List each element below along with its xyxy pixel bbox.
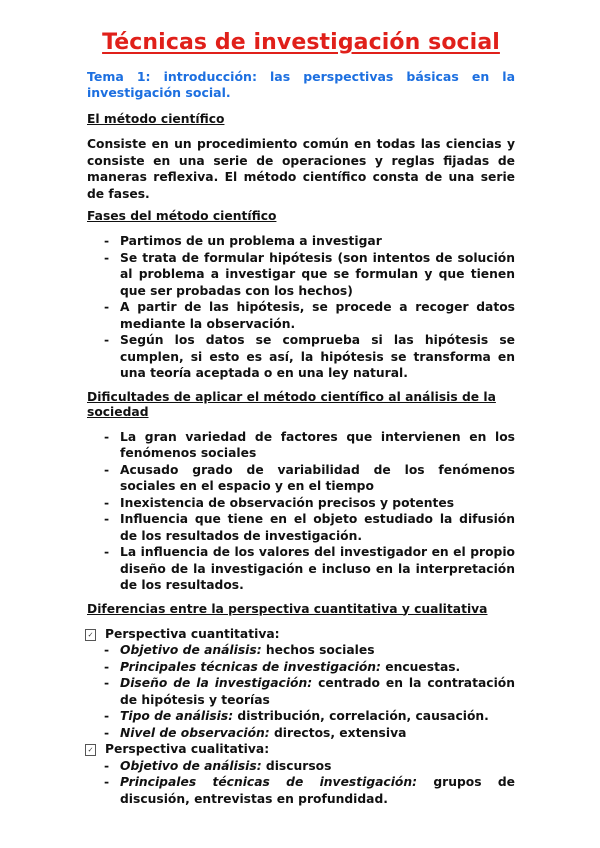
section-heading-differences: Diferencias entre la perspectiva cuantitativa y cualitativa [87,601,488,616]
checkbox-bullet-icon: ✓ [85,629,96,641]
perspective-qualitative: ✓ Perspectiva cualitativa: [87,741,515,758]
list-item: - Se trata de formular hipótesis (son intentos de solución al problema a investigar que se formulan y que tienen que ser probadas con los hechos) [104,250,515,298]
list-item: - Objetivo de análisis: hechos sociales [104,643,375,657]
list-item: - Inexistencia de observación precisos y potentes [104,495,455,510]
quantitative-list [87,642,515,741]
document-title: Técnicas de investigación social [102,30,500,55]
list-item: - Tipo de análisis: distribución, correlación, causación. [104,709,489,723]
list-item: - Partimos de un problema a investigar [104,234,382,248]
perspective-quantitative: ✓ Perspectiva cuantitativa: [87,626,515,643]
section-heading-difficulties: Dificultades de aplicar el método científico al análisis de la sociedad [87,389,496,419]
list-item: - La influencia de los valores del investigador en el propio diseño de la investigación e incluso en la interpretación de los resultados. [104,545,515,592]
list-item: - Influencia que tiene en el objeto estudiado la difusión de los resultados de investigación. [104,512,515,543]
section-text-method: Consiste en un procedimiento común en todas las ciencias y consiste en una serie de operaciones y reglas fijadas de maneras reflexiva. El método científico consta de una serie de fases. [87,137,515,201]
list-item: - Según los datos se comprueba si las hipótesis se cumplen, si esto es así, la hipótesis se transforma en una teoría aceptada o en una ley natural. [104,333,515,380]
list-item: - Principales técnicas de investigación: grupos de discusión, entrevistas en profundidad. [104,775,515,806]
list-item: - La gran variedad de factores que intervienen en los fenómenos sociales [104,429,515,460]
phases-list [87,233,515,382]
topic-heading: Tema 1: introducción: las perspectivas básicas en la investigación social. [87,69,515,100]
section-heading-phases: Fases del método científico [87,209,277,223]
list-item: - Principales técnicas de investigación: encuestas. [104,659,461,674]
list-item: - Diseño de la investigación: centrado en la contratación de hipótesis y teorías [104,676,515,707]
section-heading-method: El método científico [87,112,225,126]
difficulties-list [87,429,515,594]
list-item: - Nivel de observación: directos, extensiva [104,725,407,740]
qualitative-list [87,758,515,808]
checkbox-bullet-icon: ✓ [85,744,96,756]
list-item: - Acusado grado de variabilidad de los fenómenos sociales en el espacio y en el tiempo [104,462,515,493]
list-item: - Objetivo de análisis: discursos [104,758,332,773]
document-page [87,30,515,807]
list-item: - A partir de las hipótesis, se procede a recoger datos mediante la observación. [104,300,515,331]
